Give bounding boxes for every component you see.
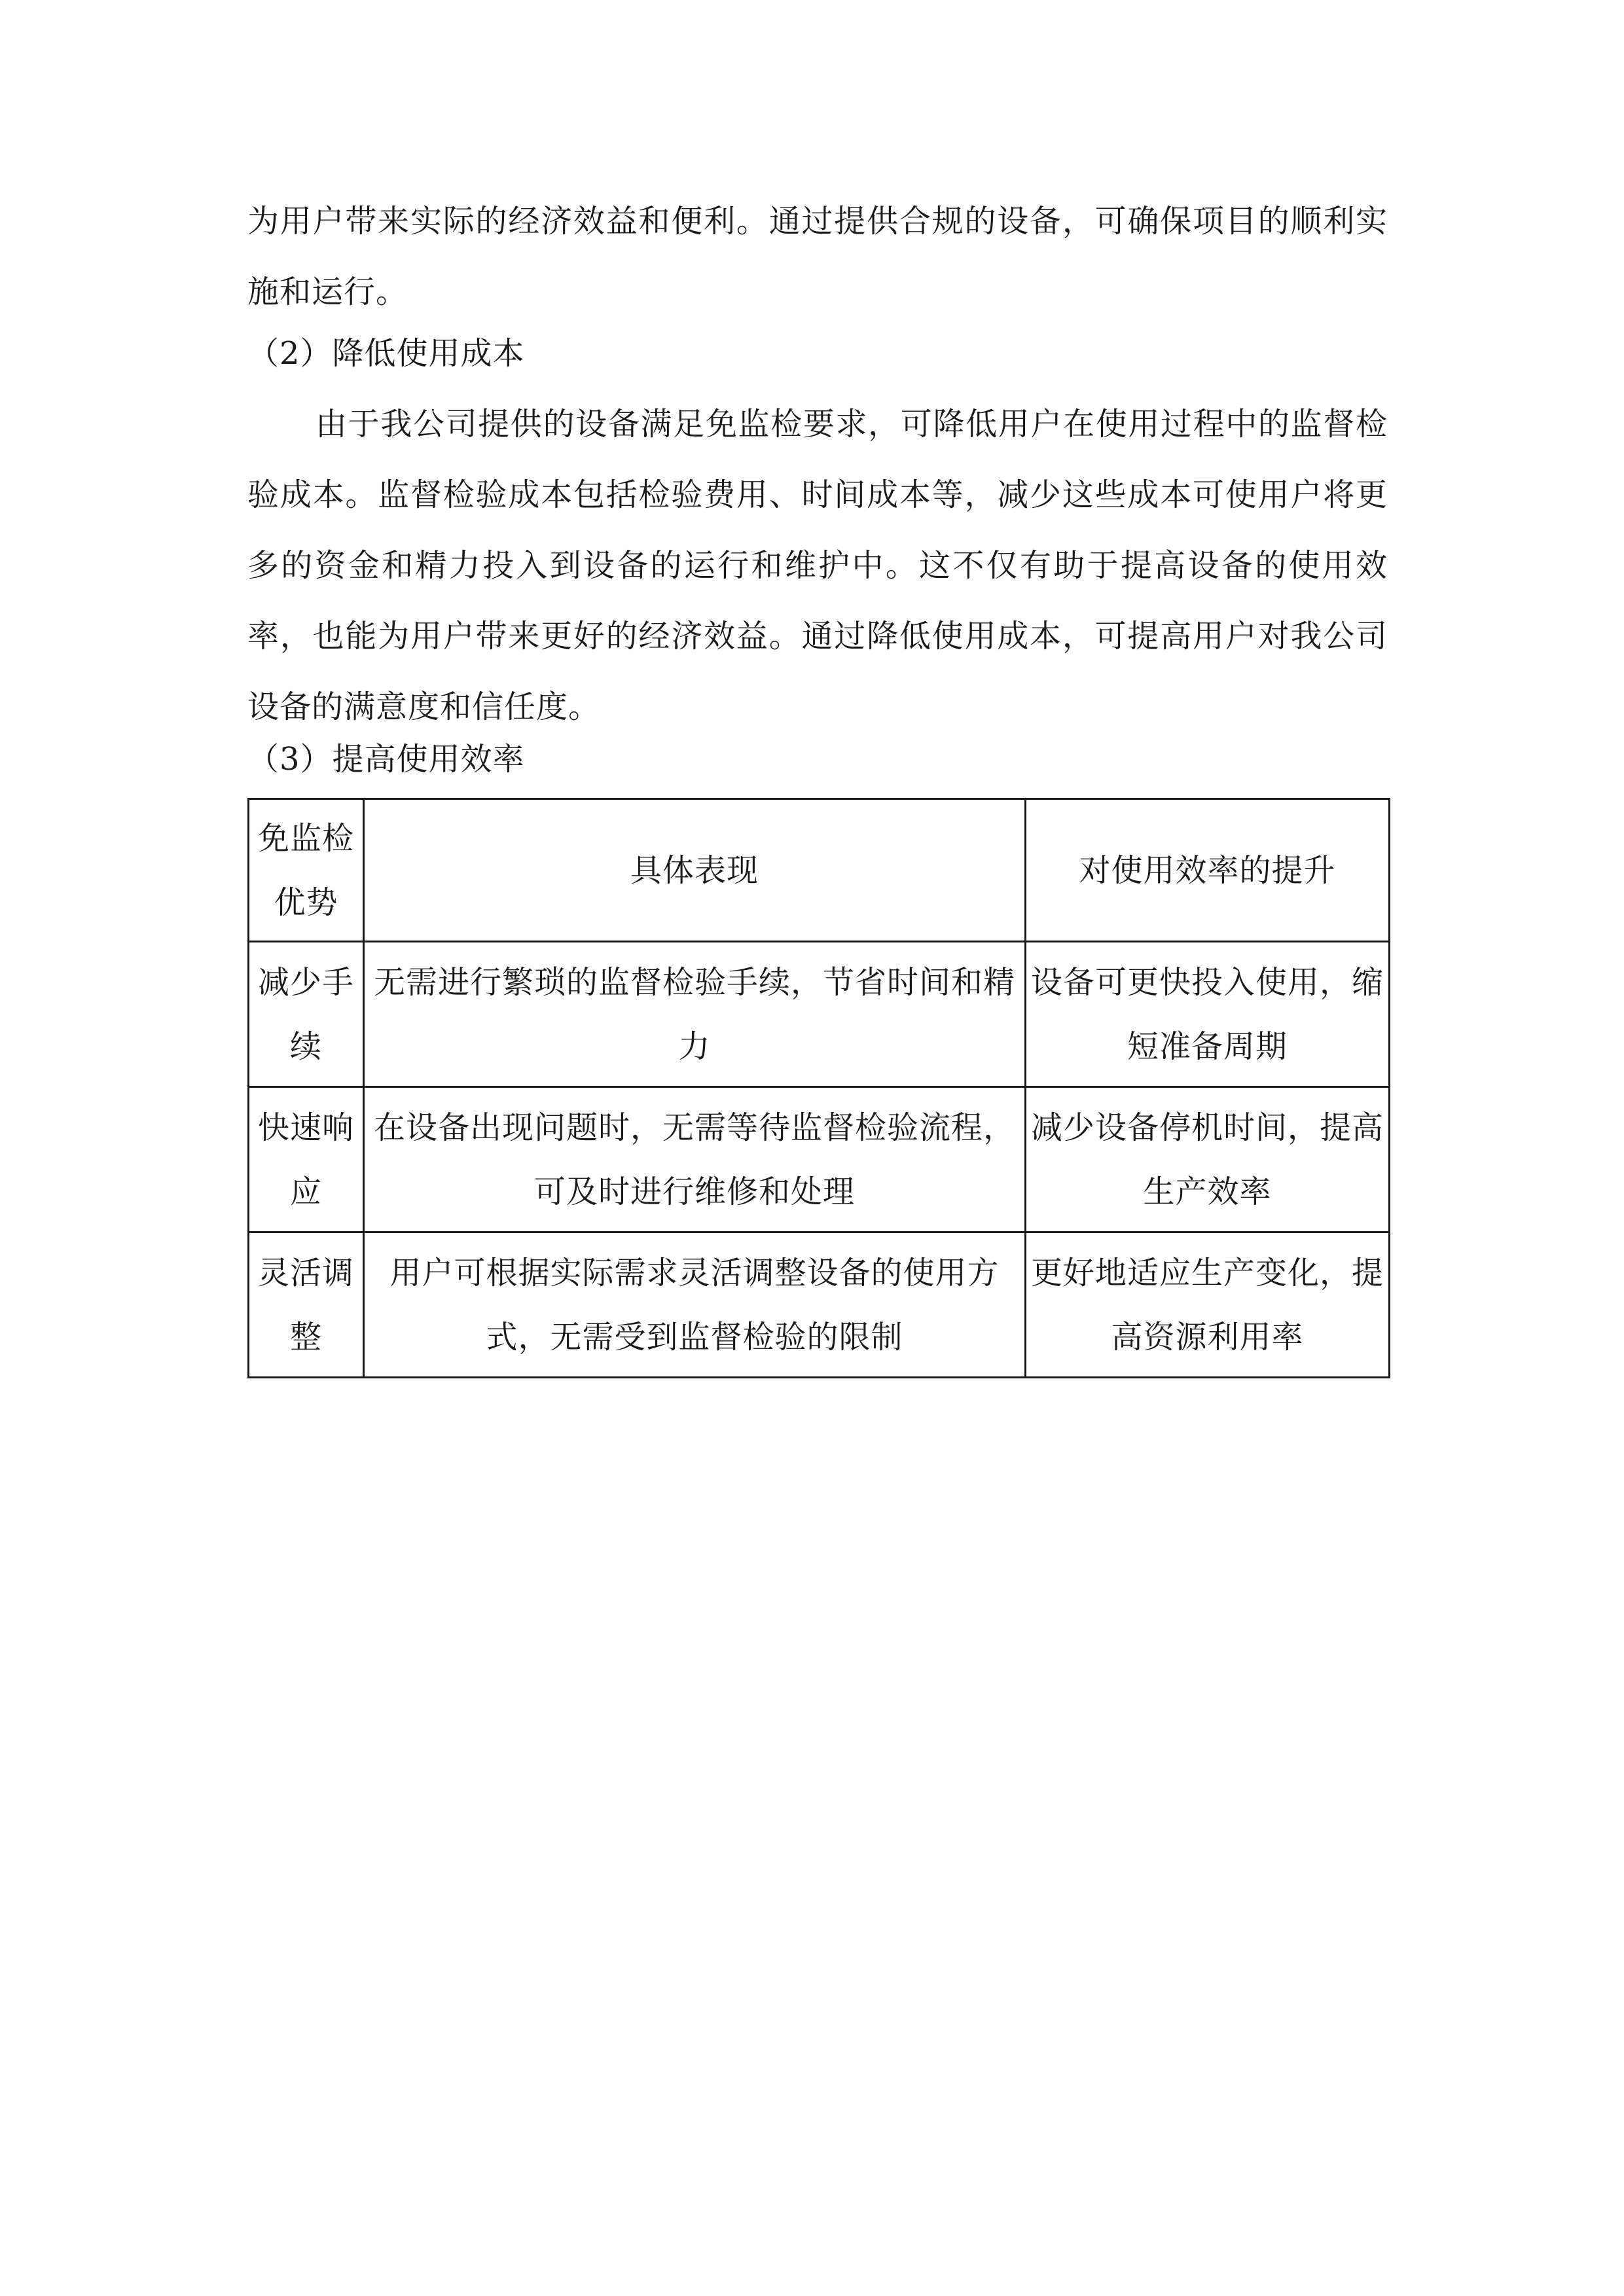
table-header-cell: 对使用效率的提升	[1026, 799, 1390, 942]
table-row	[249, 1087, 1390, 1232]
table-header-cell: 具体表现	[364, 799, 1026, 942]
table-row	[249, 1232, 1390, 1378]
table-cell: 在设备出现问题时，无需等待监督检验流程，可及时进行维修和处理	[364, 1087, 1026, 1232]
table-header-cell: 免监检优势	[249, 799, 364, 942]
table-cell: 灵活调整	[249, 1232, 364, 1378]
table-cell: 减少设备停机时间，提高生产效率	[1026, 1087, 1390, 1232]
table-row	[249, 942, 1390, 1087]
section-heading-3: （3）提高使用效率	[247, 741, 525, 778]
body-paragraph-2: 由于我公司提供的设备满足免监检要求，可降低用户在使用过程中的监督检验成本。监督检验成本包括检验费用、时间成本等，减少这些成本可使用户将更多的资金和精力投入到设备的运行和维护中。这不仅有助于提高设备的使用效率，也能为用户带来更好的经济效益。通过降低使用成本，可提高用户对我公司设备的满意度和信任度。	[247, 406, 1388, 725]
table-header-row	[249, 799, 1390, 942]
table-cell: 减少手续	[249, 942, 364, 1087]
efficiency-table	[247, 798, 1390, 1378]
table-cell: 用户可根据实际需求灵活调整设备的使用方式，无需受到监督检验的限制	[364, 1232, 1026, 1378]
table-cell: 快速响应	[249, 1087, 364, 1232]
section-heading-2: （2）降低使用成本	[247, 335, 525, 372]
table-cell: 无需进行繁琐的监督检验手续，节省时间和精力	[364, 942, 1026, 1087]
table-cell: 更好地适应生产变化，提高资源利用率	[1026, 1232, 1390, 1378]
body-paragraph-1: 为用户带来实际的经济效益和便利。通过提供合规的设备，可确保项目的顺利实施和运行。	[247, 203, 1388, 310]
table-cell: 设备可更快投入使用，缩短准备周期	[1026, 942, 1390, 1087]
